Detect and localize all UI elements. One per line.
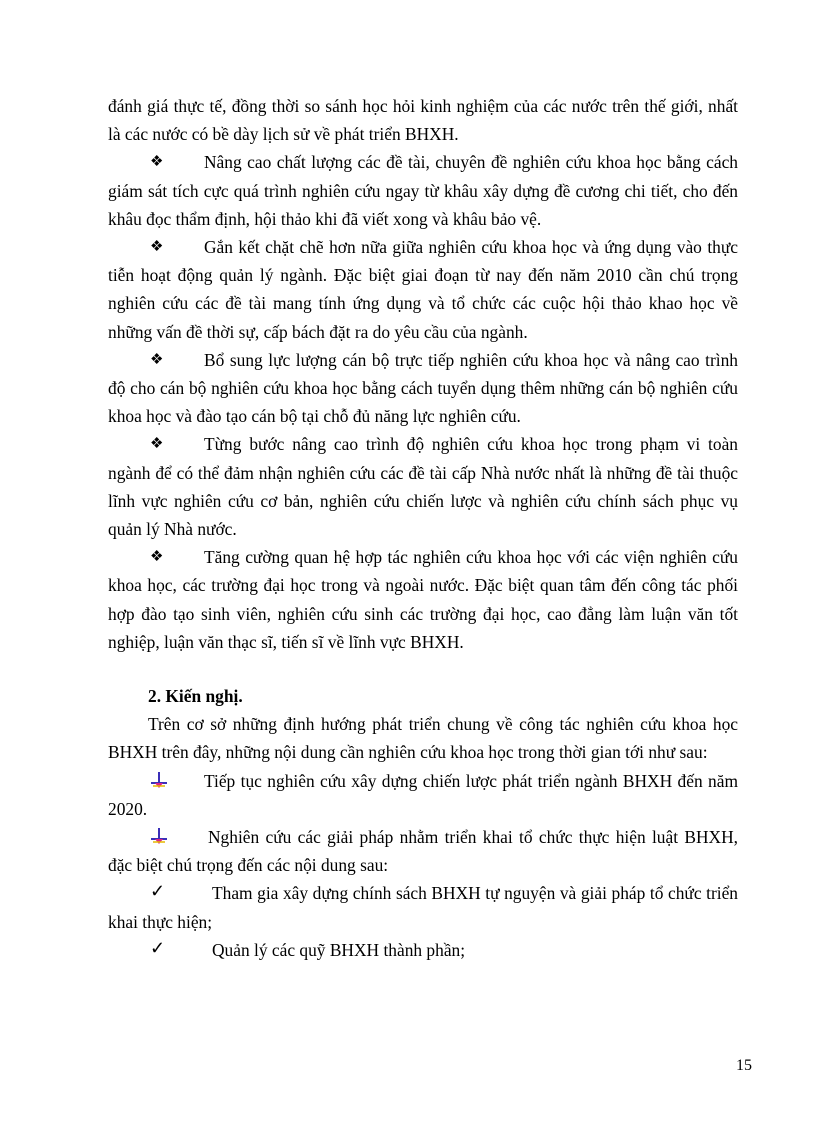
arrow-bullet-icon bbox=[150, 828, 168, 844]
paragraph: đánh giá thực tế, đồng thời so sánh học hỏi kinh nghiệm của các nước trên thế giới, nhất là các nước có bề dày lịch sử về phát triển BHXH. bbox=[108, 96, 738, 145]
bullet-paragraph: ❖ Tăng cường quan hệ hợp tác nghiên cứu khoa học với các viện nghiên cứu khoa học, các trường đại học trong và ngoài nước. Đặc biệt quan tâm đến công tác phối hợp đào tạo sinh viên, nghiên cứu sinh các trường đại học, cao đẳng làm luận văn tốt nghiệp, luận văn thạc sĩ, tiến sĩ về lĩnh vực BHXH. bbox=[108, 543, 738, 656]
diamond-bullet-icon: ❖ bbox=[150, 436, 164, 453]
body-text bbox=[108, 92, 738, 964]
bullet-paragraph: ❖ Nâng cao chất lượng các đề tài, chuyên đề nghiên cứu khoa học bằng cách giám sát tích cực quá trình nghiên cứu ngay từ khâu xây dựng đề cương chi tiết, cho đến khâu đọc thẩm định, hội thảo khi đã viết xong và khâu bảo vệ. bbox=[108, 148, 738, 233]
check-icon: ✓ bbox=[150, 881, 166, 902]
diamond-bullet-icon: ❖ bbox=[150, 154, 164, 171]
diamond-bullet-icon: ❖ bbox=[150, 239, 164, 256]
diamond-bullet-icon: ❖ bbox=[150, 549, 164, 566]
section-heading: 2. Kiến nghị. bbox=[148, 686, 243, 707]
arrow-bullet-icon bbox=[150, 772, 168, 788]
intro-paragraph: Trên cơ sở những định hướng phát triển chung về công tác nghiên cứu khoa học BHXH trên đây, những nội dung cần nghiên cứu khoa học trong thời gian tới như sau: bbox=[108, 714, 738, 763]
arrow-list-item: Tiếp tục nghiên cứu xây dựng chiến lược phát triển ngành BHXH đến năm 2020. bbox=[108, 770, 738, 819]
spacer bbox=[108, 656, 738, 682]
page-number: 15 bbox=[736, 1057, 752, 1074]
bullet-paragraph: ❖ Từng bước nâng cao trình độ nghiên cứu khoa học trong phạm vi toàn ngành để có thể đảm nhận nghiên cứu các đề tài cấp Nhà nước nhất là những đề tài thuộc lĩnh vực nghiên cứu cơ bản, nghiên cứu chiến lược và nghiên cứu chính sách phục vụ quản lý Nhà nước. bbox=[108, 430, 738, 543]
arrow-list-item: Nghiên cứu các giải pháp nhằm triển khai tổ chức thực hiện luật BHXH, đặc biệt chú trọng đến các nội dung sau: bbox=[108, 827, 738, 876]
check-list-item: ✓ Tham gia xây dựng chính sách BHXH tự nguyện và giải pháp tổ chức triển khai thực hiện; bbox=[108, 879, 738, 935]
bullet-paragraph: ❖ Bổ sung lực lượng cán bộ trực tiếp nghiên cứu khoa học và nâng cao trình độ cho cán bộ nghiên cứu khoa học bằng cách tuyển dụng thêm những cán bộ nghiên cứu khoa học và đào tạo cán bộ tại chỗ đủ năng lực nghiên cứu. bbox=[108, 346, 738, 431]
check-list-item: ✓ Quản lý các quỹ BHXH thành phần; bbox=[108, 936, 738, 964]
bullet-paragraph: ❖ Gắn kết chặt chẽ hơn nữa giữa nghiên cứu khoa học và ứng dụng vào thực tiễn hoạt động quản lý ngành. Đặc biệt giai đoạn từ nay đến năm 2010 cần chú trọng nghiên cứu các đề tài mang tính ứng dụng và tổ chức các cuộc hội thảo khao học về những vấn đề thời sự, cấp bách đặt ra do yêu cầu của ngành. bbox=[108, 233, 738, 346]
diamond-bullet-icon: ❖ bbox=[150, 351, 164, 368]
check-icon: ✓ bbox=[150, 937, 166, 958]
